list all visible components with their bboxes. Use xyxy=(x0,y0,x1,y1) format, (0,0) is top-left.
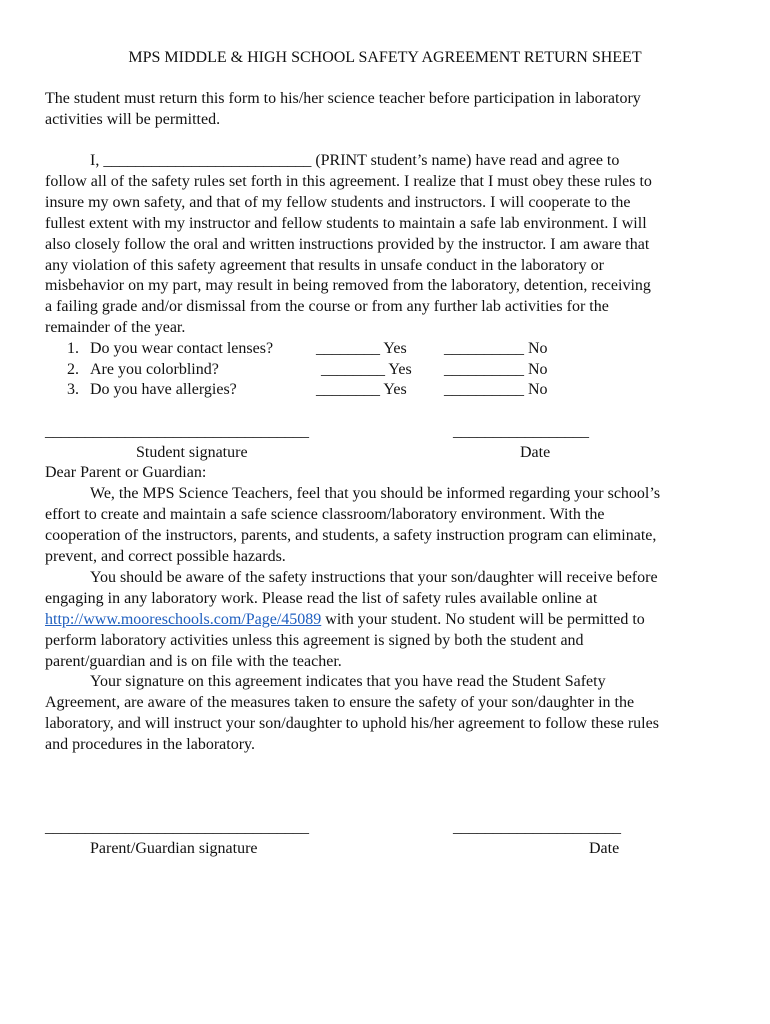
page-title: MPS MIDDLE & HIGH SCHOOL SAFETY AGREEMENT RETURN SHEET xyxy=(128,49,642,66)
paragraph-line: laboratory, and will instruct your son/daughter to uphold his/her agreement to follow these rules xyxy=(45,714,659,732)
agreement-line: a failing grade and/or dismissal from the course or from any further lab activities for the xyxy=(45,298,609,316)
no-answer-blank[interactable]: __________ No xyxy=(444,361,548,378)
agreement-paragraph xyxy=(45,151,735,339)
agreement-line: I, __________________________ (PRINT student’s name) have read and agree to xyxy=(90,152,620,169)
paragraph-line: parent/guardian and is on file with the teacher. xyxy=(45,652,342,670)
parent-paragraph-1 xyxy=(45,484,735,568)
question-number: 3. xyxy=(67,381,79,398)
paragraph-line: Agreement, are aware of the measures taken to ensure the safety of your son/daughter in the xyxy=(45,693,635,711)
safety-rules-link[interactable]: http://www.mooreschools.com/Page/45089 xyxy=(45,610,322,628)
agreement-line: insure my own safety, and that of my fellow students and instructors. I will cooperate to the xyxy=(45,193,631,211)
parent-paragraph-2 xyxy=(45,568,735,673)
question-number: 1. xyxy=(67,340,79,357)
agreement-line: fullest extent with my instructor and fellow students to maintain a safe lab environment. I will xyxy=(45,214,647,232)
paragraph-line: prevent, and correct possible hazards. xyxy=(45,547,286,565)
agreement-line: misbehavior on my part, may result in being removed from the laboratory, detention, receiving xyxy=(45,277,651,295)
parent-signature-label: Parent/Guardian signature xyxy=(90,840,258,857)
agreement-line: follow all of the safety rules set forth in this agreement. I realize that I must obey these rules to xyxy=(45,172,652,190)
intro-line: activities will be permitted. xyxy=(45,110,221,128)
parent-paragraph-3 xyxy=(45,672,735,756)
no-answer-blank[interactable]: __________ No xyxy=(444,381,548,398)
agreement-line: any violation of this safety agreement that results in unsafe conduct in the laboratory or xyxy=(45,256,604,274)
paragraph-line: Your signature on this agreement indicates that you have read the Student Safety xyxy=(90,673,606,690)
paragraph-line: engaging in any laboratory work. Please read the list of safety rules available online at xyxy=(45,589,598,607)
no-answer-blank[interactable]: __________ No xyxy=(444,340,548,357)
paragraph-line: and procedures in the laboratory. xyxy=(45,735,255,753)
question-text: Do you wear contact lenses? xyxy=(90,340,274,357)
student-signature-label: Student signature xyxy=(136,444,248,461)
parent-signature-line[interactable]: _________________________________ xyxy=(45,819,309,836)
question-text: Do you have allergies? xyxy=(90,381,237,398)
paragraph-line: You should be aware of the safety instructions that your son/daughter will receive before xyxy=(90,569,658,586)
student-date-line[interactable]: _________________ xyxy=(453,423,589,440)
student-signature-line[interactable]: _________________________________ xyxy=(45,423,309,440)
yes-answer-blank[interactable]: ________ Yes xyxy=(316,340,407,357)
paragraph-line-with-link xyxy=(45,610,735,631)
salutation: Dear Parent or Guardian: xyxy=(45,464,207,481)
yes-answer-blank[interactable]: ________ Yes xyxy=(316,381,407,398)
yes-answer-blank[interactable]: ________ Yes xyxy=(321,361,412,378)
paragraph-line: cooperation of the instructors, parents, and students, a safety instruction program can eliminate, xyxy=(45,526,657,544)
paragraph-line: effort to create and maintain a safe science classroom/laboratory environment. With the xyxy=(45,505,605,523)
agreement-line: also closely follow the oral and written instructions provided by the instructor. I am aware that xyxy=(45,235,650,253)
paragraph-text: with your student. No student will be permitted to xyxy=(321,610,645,628)
question-text: Are you colorblind? xyxy=(90,361,219,378)
intro-paragraph xyxy=(45,89,735,131)
question-number: 2. xyxy=(67,361,79,378)
student-date-label: Date xyxy=(520,444,551,461)
paragraph-line: We, the MPS Science Teachers, feel that you should be informed regarding your school’s xyxy=(90,485,661,502)
paragraph-line: perform laboratory activities unless this agreement is signed by both the student and xyxy=(45,631,584,649)
parent-date-line[interactable]: _____________________ xyxy=(453,819,621,836)
intro-line: The student must return this form to his/her science teacher before participation in laboratory xyxy=(45,90,641,107)
parent-date-label: Date xyxy=(589,840,620,857)
agreement-line: remainder of the year. xyxy=(45,319,186,337)
